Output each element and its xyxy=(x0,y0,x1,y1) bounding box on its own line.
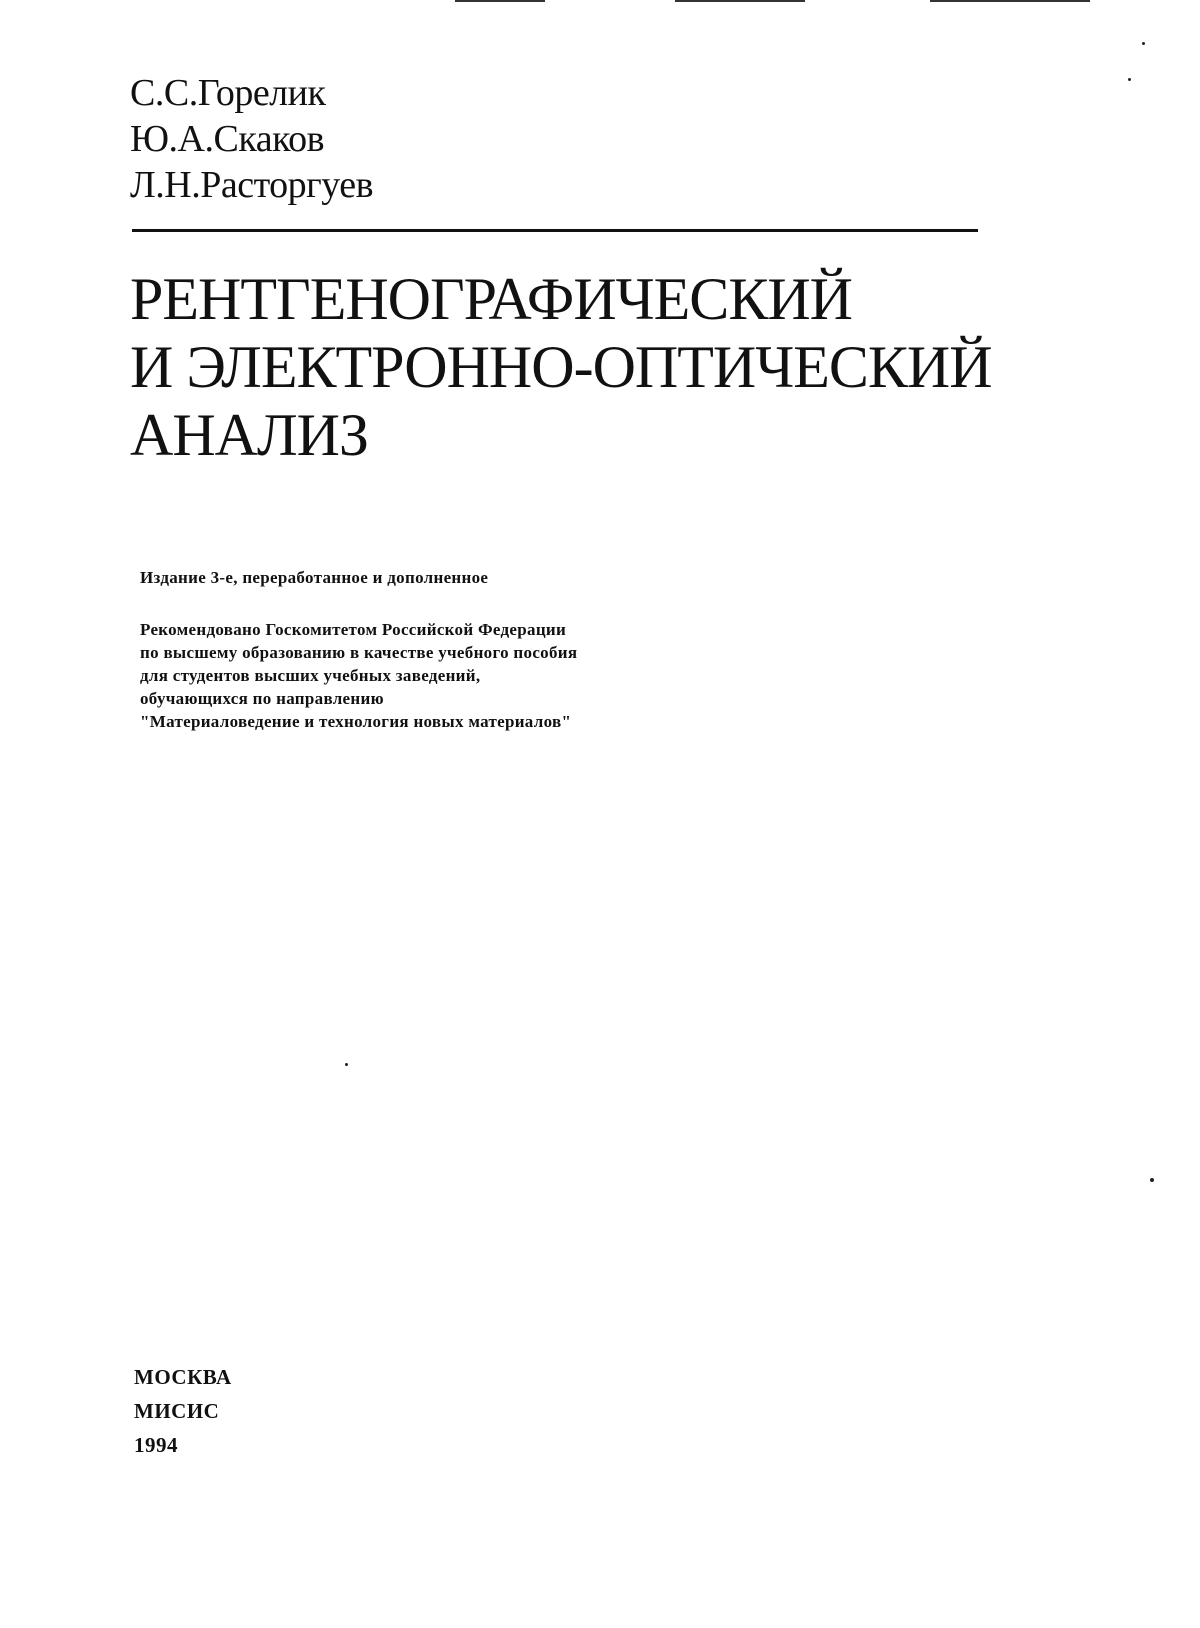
scan-artifact xyxy=(455,0,545,2)
recommendation-line: Рекомендовано Госкомитетом Российской Федерации xyxy=(140,620,567,639)
recommendation-line: для студентов высших учебных заведений, xyxy=(140,666,481,685)
divider-rule xyxy=(132,229,978,232)
recommendation-note xyxy=(140,618,577,733)
recommendation-line: "Материаловедение и технология новых материалов" xyxy=(140,712,572,731)
title-line: АНАЛИЗ xyxy=(130,402,369,468)
book-title xyxy=(130,265,992,469)
author-name: Ю.А.Скаков xyxy=(130,118,325,160)
author-name: Л.Н.Расторгуев xyxy=(130,164,374,206)
imprint xyxy=(134,1360,232,1462)
edition-note: Издание 3-е, переработанное и дополненное xyxy=(140,568,489,587)
title-line: И ЭЛЕКТРОННО-ОПТИЧЕСКИЙ xyxy=(130,334,992,400)
title-line: РЕНТГЕНОГРАФИЧЕСКИЙ xyxy=(130,266,853,332)
recommendation-line: обучающихся по направлению xyxy=(140,689,384,708)
scan-artifact xyxy=(1142,42,1145,45)
author-name: С.С.Горелик xyxy=(130,72,326,114)
author-list xyxy=(130,70,373,208)
scan-artifact xyxy=(675,0,805,2)
imprint-year: 1994 xyxy=(134,1433,178,1457)
recommendation-line: по высшему образованию в качестве учебного пособия xyxy=(140,643,578,662)
scan-artifact xyxy=(1128,78,1131,81)
imprint-city: МОСКВА xyxy=(134,1365,232,1389)
scan-artifact xyxy=(345,1063,348,1066)
imprint-publisher: МИСИС xyxy=(134,1399,220,1423)
scan-artifact xyxy=(930,0,1090,2)
scan-artifact xyxy=(1150,1178,1154,1182)
